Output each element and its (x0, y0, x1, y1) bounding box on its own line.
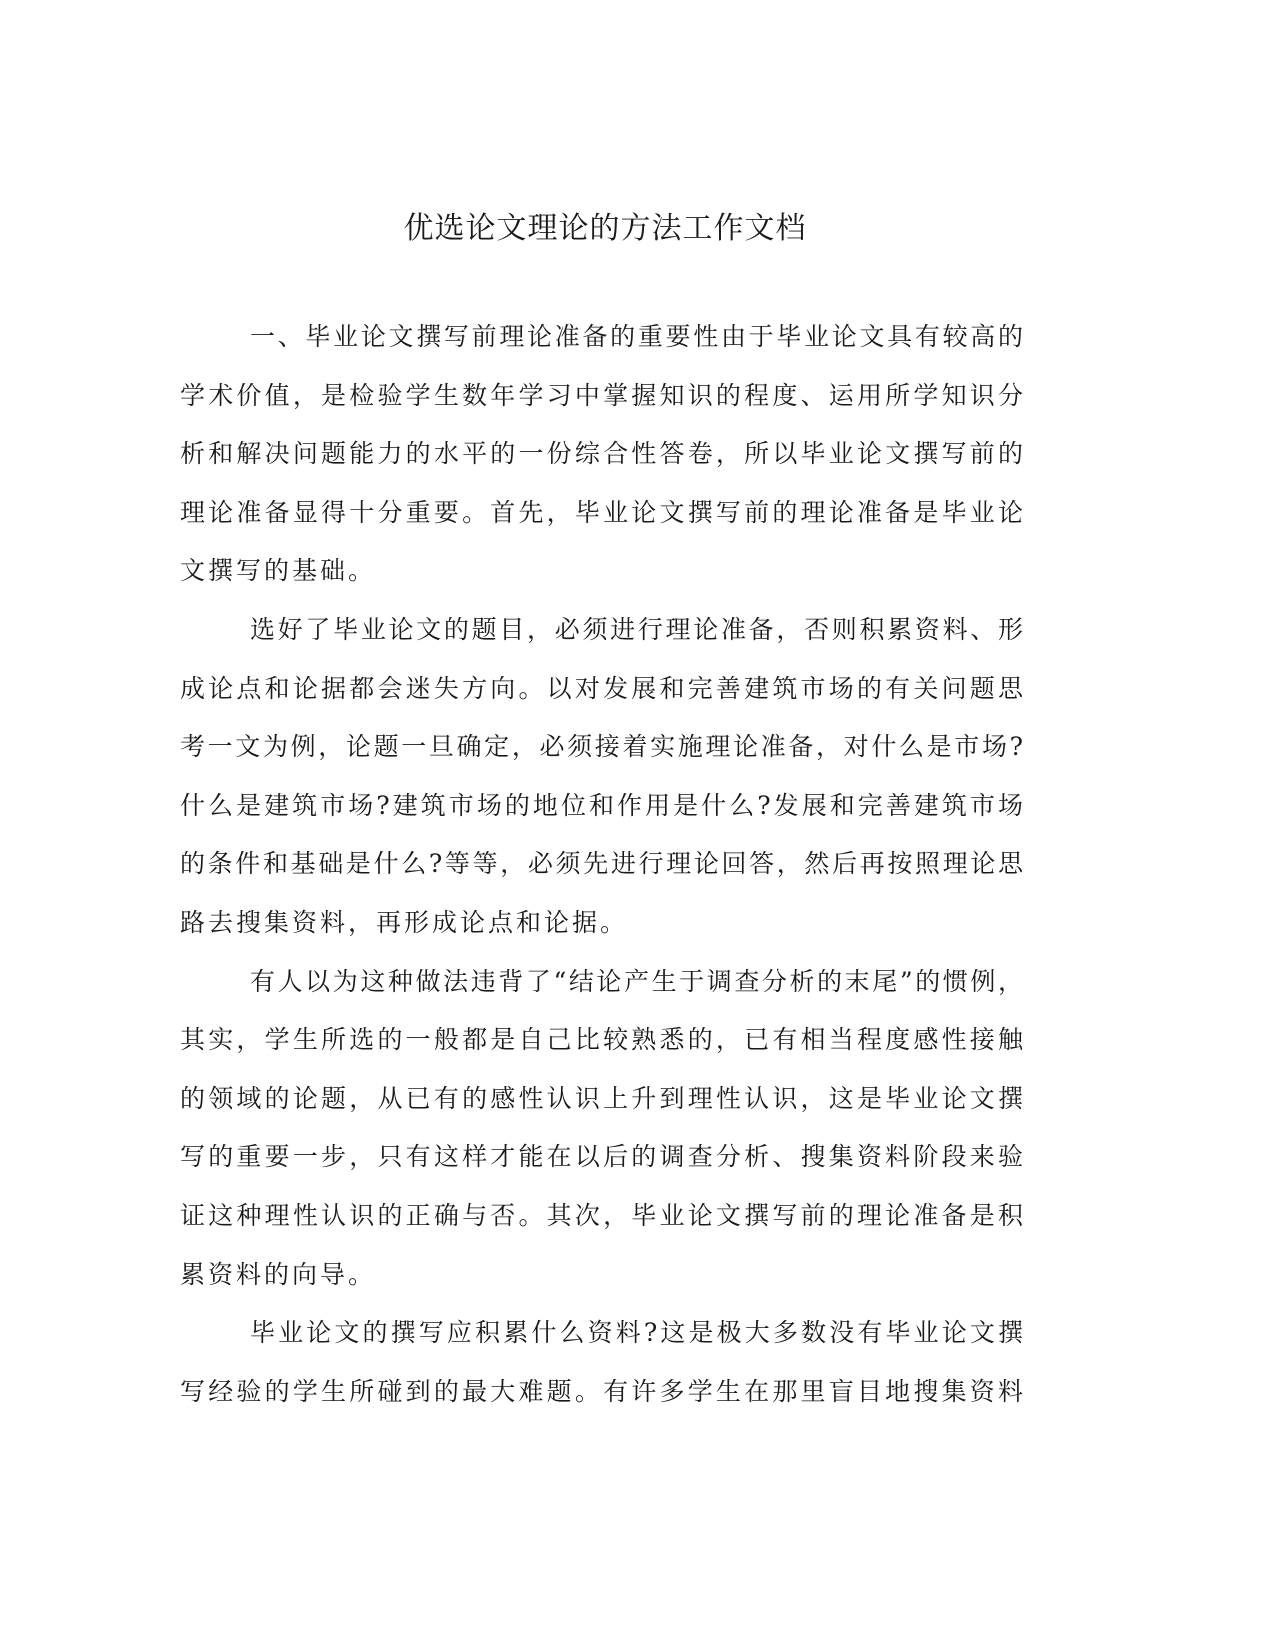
paragraph-line: 选好了毕业论文的题目，必须进行理论准备，否则积累资料、形 (250, 614, 1023, 644)
paragraph-line: 成论点和论据都会迷失方向。以对发展和完善建筑市场的有关问题思 (180, 673, 1023, 703)
paragraph-line: 学术价值，是检验学生数年学习中掌握知识的程度、运用所学知识分 (180, 380, 1023, 410)
paragraph-line: 写经验的学生所碰到的最大难题。有许多学生在那里盲目地搜集资料 (180, 1376, 1023, 1406)
paragraph-line: 的条件和基础是什么?等等，必须先进行理论回答，然后再按照理论思 (180, 849, 1023, 879)
paragraph-line: 一、毕业论文撰写前理论准备的重要性由于毕业论文具有较高的 (250, 322, 1023, 351)
paragraph-line: 的领域的论题，从已有的感性认识上升到理性认识，这是毕业论文撰 (180, 1083, 1023, 1113)
document-title: 优选论文理论的方法工作文档 (403, 211, 807, 246)
paragraph-line: 考一文为例，论题一旦确定，必须接着实施理论准备，对什么是市场? (180, 732, 1023, 762)
paragraph-line: 证这种理性认识的正确与否。其次，毕业论文撰写前的理论准备是积 (180, 1200, 1023, 1230)
paragraph-line: 有人以为这种做法违背了“结论产生于调查分析的末尾”的惯例， (250, 966, 1023, 996)
paragraph-line: 什么是建筑市场?建筑市场的地位和作用是什么?发展和完善建筑市场 (180, 790, 1023, 820)
paragraph-line: 理论准备显得十分重要。首先，毕业论文撰写前的理论准备是毕业论 (180, 497, 1023, 527)
paragraph-line: 路去搜集资料，再形成论点和论据。 (180, 907, 629, 937)
paragraph-line: 析和解决问题能力的水平的一份综合性答卷，所以毕业论文撰写前的 (180, 439, 1023, 469)
paragraph-line: 写的重要一步，只有这样才能在以后的调查分析、搜集资料阶段来验 (180, 1142, 1023, 1172)
paragraph-line: 累资料的向导。 (180, 1259, 377, 1289)
paragraph-line: 毕业论文的撰写应积累什么资料?这是极大多数没有毕业论文撰 (250, 1318, 1023, 1348)
paragraph-line: 文撰写的基础。 (180, 556, 377, 586)
paragraph-line: 其实，学生所选的一般都是自己比较熟悉的，已有相当程度感性接触 (180, 1025, 1023, 1055)
document-body (180, 318, 1023, 1431)
